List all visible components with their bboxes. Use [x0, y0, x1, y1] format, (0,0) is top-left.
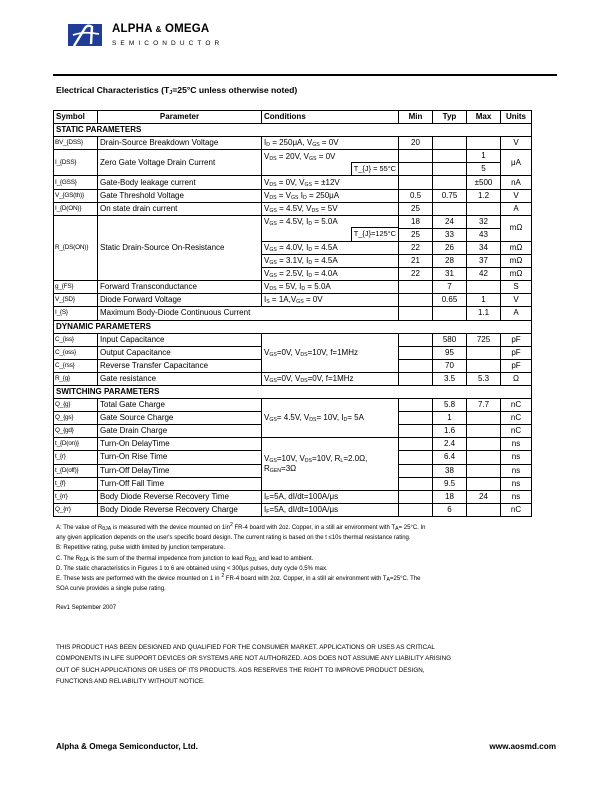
min-cell — [399, 438, 433, 451]
typ-cell: 38 — [433, 464, 467, 477]
footnote-line: any given application depends on the user's specific board design. The current rating is based on the t ≤10s thermal resistance rating. — [56, 535, 411, 542]
revision-label: Rev1 September 2007 — [56, 605, 117, 611]
units-cell: Ω — [501, 372, 532, 385]
column-header-max: Max — [467, 111, 501, 124]
units-cell: mΩ — [501, 255, 532, 268]
conditions-cell: $I_F=5A$, dI/dt=100A/μs — [262, 503, 399, 516]
typ-cell: 7 — [433, 281, 467, 294]
units-cell: ns — [501, 490, 532, 503]
min-cell: 22 — [399, 241, 433, 254]
max-cell — [467, 451, 501, 464]
symbol-cell: I_{GSS} — [54, 176, 98, 189]
conditions-cell: $V_{DS} = 20V$, $V_{GS} = 0V$ — [262, 150, 399, 163]
max-cell — [467, 425, 501, 438]
min-cell — [399, 490, 433, 503]
min-cell — [399, 399, 433, 412]
max-cell — [467, 359, 501, 372]
max-cell — [467, 137, 501, 150]
min-cell — [399, 503, 433, 516]
footnote-line: A: The value of $R_{\theta JA}$ is measured with the device mounted on $1in^2$ FR-4 board with 2oz. Copper, in a still air environment with $T_A= 25^\circ C$. In — [56, 522, 426, 532]
max-cell — [467, 438, 501, 451]
column-header-symbol: Symbol — [54, 111, 98, 124]
brand-subtitle: SEMICONDUCTOR — [112, 40, 224, 47]
conditions-cell: $V_{GS} = 4.5V$, $V_{DS} = 5V$ — [262, 202, 399, 215]
symbol-cell: t_{D(off)} — [54, 464, 98, 477]
typ-cell — [433, 150, 467, 163]
min-cell: 22 — [399, 268, 433, 281]
max-cell: 1 — [467, 294, 501, 307]
parameter-cell: Turn-On Rise Time — [98, 451, 262, 464]
conditions-cell — [262, 163, 399, 176]
parameter-cell: Body Diode Reverse Recovery Time — [98, 490, 262, 503]
typ-cell: 70 — [433, 359, 467, 372]
units-cell: nC — [501, 425, 532, 438]
symbol-cell: C_{iss} — [54, 333, 98, 346]
table-row — [54, 307, 532, 320]
conditions-cell: $I_D = 250\mu A$, $V_{GS} = 0V$ — [262, 137, 399, 150]
units-cell: S — [501, 281, 532, 294]
parameter-cell: Maximum Body-Diode Continuous Current — [98, 307, 399, 320]
max-cell: 7.7 — [467, 399, 501, 412]
max-cell: ±500 — [467, 176, 501, 189]
logo-a-icon — [68, 24, 102, 46]
units-cell: μA — [501, 150, 532, 176]
temperature-condition: T_{J}=125°C — [351, 227, 398, 241]
table-header-row — [54, 111, 532, 124]
conditions-cell: $V_{GS} = 3.1V$, $I_D = 4.5A$ — [262, 255, 399, 268]
table-row — [54, 150, 532, 163]
section-header-row — [54, 124, 532, 137]
max-cell: 1 — [467, 150, 501, 163]
typ-cell — [433, 307, 467, 320]
symbol-cell: I_{D(ON)} — [54, 202, 98, 215]
table-row — [54, 137, 532, 150]
max-cell: 32 — [467, 215, 501, 228]
typ-cell: 1.6 — [433, 425, 467, 438]
electrical-characteristics-table — [53, 110, 532, 517]
brand-name-omega: OMEGA — [164, 23, 210, 35]
symbol-cell: Q_{gs} — [54, 412, 98, 425]
min-cell — [399, 176, 433, 189]
typ-cell: 6 — [433, 503, 467, 516]
conditions-cell: $I_F=5A$, dI/dt=100A/μs — [262, 490, 399, 503]
units-cell: V — [501, 294, 532, 307]
typ-cell: 0.75 — [433, 189, 467, 202]
company-logo — [68, 24, 102, 46]
max-cell: 43 — [467, 228, 501, 241]
table-row — [54, 202, 532, 215]
column-header-typ: Typ — [433, 111, 467, 124]
units-cell: ns — [501, 451, 532, 464]
min-cell — [399, 372, 433, 385]
conditions-cell: $V_{GS}=10V$, $V_{DS}=10V$, $R_L=2.0\Omega$, $R_{GEN}=3\Omega$ — [262, 438, 399, 490]
units-cell: mΩ — [501, 268, 532, 281]
symbol-cell: t_{f} — [54, 477, 98, 490]
footer-company: Alpha & Omega Semiconductor, Ltd. — [56, 742, 198, 751]
typ-cell — [433, 202, 467, 215]
max-cell: 725 — [467, 333, 501, 346]
column-header-min: Min — [399, 111, 433, 124]
units-cell: mΩ — [501, 215, 532, 241]
brand-name — [112, 23, 209, 35]
symbol-cell: R_{g} — [54, 372, 98, 385]
typ-cell: 31 — [433, 268, 467, 281]
table-row — [54, 215, 532, 228]
conditions-cell: $V_{GS}= 4.5V$, $V_{DS}= 10V$, $I_D= 5A$ — [262, 399, 399, 438]
parameter-cell: Gate resistance — [98, 372, 262, 385]
min-cell — [399, 150, 433, 163]
conditions-cell: $V_{DS} = 5V$, $I_D = 5.0A$ — [262, 281, 399, 294]
units-cell: pF — [501, 346, 532, 359]
typ-cell: 3.5 — [433, 372, 467, 385]
parameter-cell: Total Gate Charge — [98, 399, 262, 412]
footnote-line: B: Repetitive rating, pulse width limited by junction temperature. — [56, 545, 226, 552]
typ-cell: 26 — [433, 241, 467, 254]
min-cell — [399, 281, 433, 294]
header-divider — [53, 74, 557, 76]
parameter-cell: On state drain current — [98, 202, 262, 215]
max-cell: 24 — [467, 490, 501, 503]
min-cell — [399, 359, 433, 372]
symbol-cell: V_{GS(th)} — [54, 189, 98, 202]
table-row — [54, 372, 532, 385]
disclaimer-line: FUNCTIONS AND RELIABILITY WITHOUT NOTICE. — [56, 678, 205, 686]
typ-cell: 9.5 — [433, 477, 467, 490]
typ-cell — [433, 137, 467, 150]
typ-cell: 5.8 — [433, 399, 467, 412]
typ-cell: 28 — [433, 255, 467, 268]
footnote-line: SOA curve provides a single pulse rating. — [56, 586, 166, 593]
units-cell: nA — [501, 176, 532, 189]
parameter-cell: Turn-Off Fall Time — [98, 477, 262, 490]
footnote-line: E. These tests are performed with the device mounted on 1 in $^2$ FR-4 board with 2oz. Copper, in a still air environment with $T_A=25^\circ C$. The — [56, 573, 421, 584]
max-cell: 1.2 — [467, 189, 501, 202]
typ-cell: 24 — [433, 215, 467, 228]
symbol-cell: C_{rss} — [54, 359, 98, 372]
units-cell: pF — [501, 359, 532, 372]
typ-cell: 6.4 — [433, 451, 467, 464]
section-title: STATIC PARAMETERS — [54, 124, 532, 137]
units-cell: nC — [501, 399, 532, 412]
parameter-cell: Turn-Off DelayTime — [98, 464, 262, 477]
parameter-cell: Static Drain-Source On-Resistance — [98, 215, 262, 280]
conditions-cell: $V_{GS} = 4.0V$, $I_D = 4.5A$ — [262, 241, 399, 254]
min-cell — [399, 307, 433, 320]
section-header-row — [54, 385, 532, 398]
table-row — [54, 490, 532, 503]
conditions-cell: $V_{GS}=0V$, $V_{DS}=0V$, f=1MHz — [262, 372, 399, 385]
parameter-cell: Forward Transconductance — [98, 281, 262, 294]
typ-cell — [433, 163, 467, 176]
symbol-cell: V_{SD} — [54, 294, 98, 307]
max-cell — [467, 412, 501, 425]
symbol-cell: I_{DSS} — [54, 150, 98, 176]
section-header-row — [54, 320, 532, 333]
conditions-cell: $V_{DS} = V_{GS}$ $I_D = 250\mu A$ — [262, 189, 399, 202]
conditions-cell: $I_S = 1A,V_{GS} = 0V$ — [262, 294, 399, 307]
parameter-cell: Zero Gate Voltage Drain Current — [98, 150, 262, 176]
temperature-condition: T_{J} = 55°C — [351, 162, 398, 176]
section-title: SWITCHING PARAMETERS — [54, 385, 532, 398]
table-row — [54, 281, 532, 294]
typ-cell: 18 — [433, 490, 467, 503]
table-row — [54, 176, 532, 189]
units-cell: ns — [501, 477, 532, 490]
min-cell: 20 — [399, 137, 433, 150]
units-cell: A — [501, 202, 532, 215]
typ-cell: 95 — [433, 346, 467, 359]
conditions-cell: $V_{GS} = 4.5V$, $I_D = 5.0A$ — [262, 215, 399, 228]
table-row — [54, 399, 532, 412]
table-row — [54, 189, 532, 202]
table-row — [54, 503, 532, 516]
min-cell: 25 — [399, 202, 433, 215]
disclaimer-line: COMPONENTS IN LIFE SUPPORT DEVICES OR SYSTEMS ARE NOT AUTHORIZED. AOS DOES NOT ASSUME ANY LIABILITY ARISING — [56, 655, 452, 663]
max-cell — [467, 202, 501, 215]
parameter-cell: Reverse Transfer Capacitance — [98, 359, 262, 372]
symbol-cell: BV_{DSS} — [54, 137, 98, 150]
typ-cell: 0.65 — [433, 294, 467, 307]
min-cell — [399, 425, 433, 438]
section-title: DYNAMIC PARAMETERS — [54, 320, 532, 333]
min-cell: 21 — [399, 255, 433, 268]
max-cell: 42 — [467, 268, 501, 281]
parameter-cell: Gate-Body leakage current — [98, 176, 262, 189]
units-cell: A — [501, 307, 532, 320]
symbol-cell: R_{DS(ON)} — [54, 215, 98, 280]
column-header-parameter: Parameter — [98, 111, 262, 124]
conditions-cell — [262, 228, 399, 241]
table-row — [54, 333, 532, 346]
parameter-cell: Input Capacitance — [98, 333, 262, 346]
min-cell — [399, 294, 433, 307]
parameter-cell: Body Diode Reverse Recovery Charge — [98, 503, 262, 516]
min-cell — [399, 163, 433, 176]
typ-cell — [433, 176, 467, 189]
conditions-cell: $V_{GS} = 2.5V$, $I_D = 4.0A$ — [262, 268, 399, 281]
units-cell: nC — [501, 412, 532, 425]
column-header-conditions: Conditions — [262, 111, 399, 124]
units-cell: ns — [501, 464, 532, 477]
symbol-cell: C_{oss} — [54, 346, 98, 359]
units-cell: pF — [501, 333, 532, 346]
min-cell — [399, 346, 433, 359]
typ-cell: 580 — [433, 333, 467, 346]
min-cell — [399, 477, 433, 490]
typ-cell: 33 — [433, 228, 467, 241]
max-cell — [467, 503, 501, 516]
max-cell: 1.1 — [467, 307, 501, 320]
table-row — [54, 294, 532, 307]
typ-cell: 2.4 — [433, 438, 467, 451]
parameter-cell: Gate Source Charge — [98, 412, 262, 425]
parameter-cell: Output Capacitance — [98, 346, 262, 359]
max-cell: 5.3 — [467, 372, 501, 385]
symbol-cell: t_{D(on)} — [54, 438, 98, 451]
min-cell — [399, 412, 433, 425]
symbol-cell: t_{r} — [54, 451, 98, 464]
units-cell: mΩ — [501, 241, 532, 254]
max-cell — [467, 281, 501, 294]
footer-website-link[interactable]: www.aosmd.com — [489, 742, 556, 751]
min-cell — [399, 451, 433, 464]
symbol-cell: g_{FS} — [54, 281, 98, 294]
disclaimer — [56, 642, 556, 688]
disclaimer-line: THIS PRODUCT HAS BEEN DESIGNED AND QUALIFIED FOR THE CONSUMER MARKET. APPLICATIONS OR USES AS CRITICAL — [56, 644, 435, 651]
max-cell: 37 — [467, 255, 501, 268]
footnote-line: C. The $R_{\theta JA}$ is the sum of the thermal impedence from junction to lead $R_{\theta JL}$ and lead to ambient. — [56, 555, 314, 563]
footnotes — [56, 523, 556, 594]
units-cell: ns — [501, 438, 532, 451]
parameter-cell: Gate Threshold Voltage — [98, 189, 262, 202]
typ-cell: 1 — [433, 412, 467, 425]
table-row — [54, 438, 532, 451]
symbol-cell: t_{rr} — [54, 490, 98, 503]
section-title: Electrical Characteristics ($T_J=25^\circ C$ unless otherwise noted) — [56, 85, 298, 96]
brand-ampersand: & — [155, 25, 162, 34]
max-cell — [467, 346, 501, 359]
parameter-cell: Gate Drain Charge — [98, 425, 262, 438]
min-cell: 0.5 — [399, 189, 433, 202]
footnote-line: D. The static characteristics in Figures 1 to 6 are obtained using < 300μs pulses, duty cycle 0.5% max. — [56, 565, 328, 572]
disclaimer-line: OUT OF SUCH APPLICATIONS OR USES OF ITS PRODUCTS. AOS RESERVES THE RIGHT TO IMPROVE PRODUCT DESIGN, — [56, 666, 425, 674]
conditions-cell: $V_{GS}=0V$, $V_{DS}=10V$, f=1MHz — [262, 333, 399, 372]
max-cell — [467, 464, 501, 477]
units-cell: V — [501, 189, 532, 202]
max-cell — [467, 477, 501, 490]
units-cell: V — [501, 137, 532, 150]
brand-name-alpha: ALPHA — [112, 23, 153, 35]
max-cell: 34 — [467, 241, 501, 254]
symbol-cell: Q_{g} — [54, 399, 98, 412]
max-cell: 5 — [467, 163, 501, 176]
units-cell: nC — [501, 503, 532, 516]
parameter-cell: Diode Forward Voltage — [98, 294, 262, 307]
min-cell — [399, 464, 433, 477]
symbol-cell: I_{S} — [54, 307, 98, 320]
min-cell: 25 — [399, 228, 433, 241]
parameter-cell: Turn-On DelayTime — [98, 438, 262, 451]
symbol-cell: Q_{rr} — [54, 503, 98, 516]
conditions-cell: $V_{DS} = 0V$, $V_{GS} = \pm 12V$ — [262, 176, 399, 189]
min-cell — [399, 333, 433, 346]
min-cell: 18 — [399, 215, 433, 228]
symbol-cell: Q_{gd} — [54, 425, 98, 438]
column-header-units: Units — [501, 111, 532, 124]
parameter-cell: Drain-Source Breakdown Voltage — [98, 137, 262, 150]
